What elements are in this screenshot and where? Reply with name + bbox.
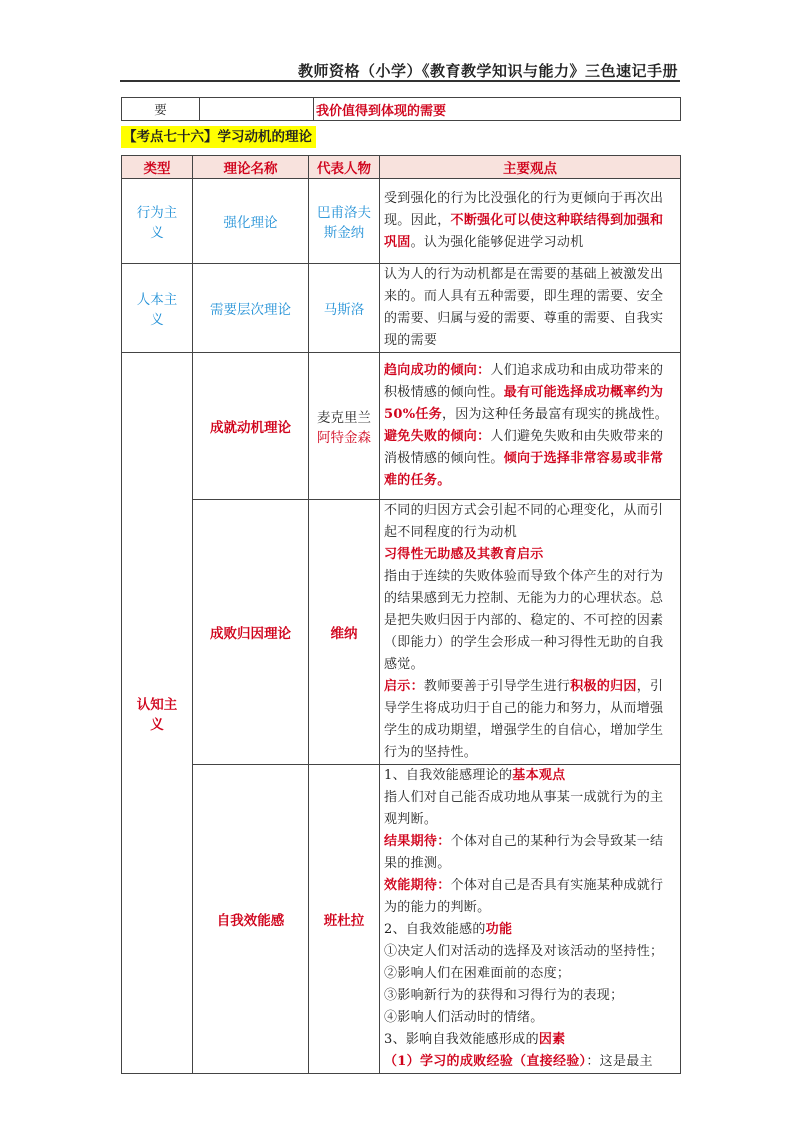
table-row (122, 500, 681, 765)
type-cognitivism: 认知主义 (122, 353, 193, 1074)
hint-pre: 教师要善于引导学生进行 (423, 679, 571, 694)
avoid-failure-label: 避免失败的倾向： (384, 429, 491, 444)
view-attribution (380, 500, 681, 765)
factor-1-label: （1）学习的成败经验（直接经验） (384, 1054, 587, 1069)
efficacy-expectation-label: 效能期待： (384, 878, 451, 893)
continued-empty-cell (200, 98, 314, 121)
theory-achievement: 成就动机理论 (193, 353, 309, 500)
learning-motivation-table (121, 155, 681, 1074)
approach-success-label: 趋向成功的倾向： (384, 363, 491, 378)
approach-success-text: 人们追求成功和由成功带来的积极情感的倾向性。 (384, 363, 664, 400)
header-view: 主要观点 (380, 156, 681, 179)
efficacy-s2-pre: 2、自我效能感的 (384, 922, 486, 937)
person-bandura: 班杜拉 (309, 765, 380, 1074)
view-achievement (380, 353, 681, 500)
view-self-efficacy (380, 765, 681, 1074)
result-expectation-label: 结果期待： (384, 834, 451, 849)
theory-reinforcement (193, 179, 309, 264)
function-1: ①决定人们对活动的选择及对该活动的坚持性； (384, 944, 664, 959)
header-divider (120, 80, 680, 82)
result-expectation-text: 个体对自己的某种行为会导致某一结果的推测。 (384, 834, 664, 871)
header-person: 代表人物 (309, 156, 380, 179)
efficacy-expectation-text: 个体对自己是否具有实施某种成就行为的能力的判断。 (384, 878, 664, 915)
function-2: ②影响人们在困难面前的态度； (384, 966, 571, 981)
efficacy-s1-text: 指人们对自己能否成功地从事某一成就行为的主观判断。 (384, 790, 664, 827)
learned-helplessness-text: 指由于连续的失败体验而导致个体产生的对行为的结果感到无力控制、无能为力的心理状态。总是把失败归因于内部的、稳定的、不可控的因素（即能力）的学生会形成一种习得性无助的自我感觉。 (384, 569, 664, 672)
factor-1-tail: ：这是最主 (586, 1054, 653, 1069)
efficacy-s2-emphasis: 功能 (485, 922, 513, 937)
theory-self-efficacy: 自我效能感 (193, 765, 309, 1074)
view-behaviorism (380, 179, 681, 264)
theory-hierarchy: 需要层次理论 (193, 264, 309, 353)
attribution-intro: 不同的归因方式会引起不同的心理变化，从而引起不同程度的行为动机 (384, 503, 664, 540)
efficacy-s1-emphasis: 基本观点 (512, 768, 566, 783)
theory-reinforcement-label: 强化理论 (223, 215, 278, 231)
person-mcclelland: 麦克里兰 (317, 410, 371, 426)
hint-label: 启示： (384, 679, 424, 694)
type-behaviorism: 行为主义 (122, 179, 193, 264)
view-behaviorism-text-1: 受到强化的行为比没强化的行为更倾向于再次出现。因此， (384, 191, 664, 228)
efficacy-s3-pre: 3、影响自我效能感形成的 (384, 1032, 539, 1047)
function-3: ③影响新行为的获得和习得行为的表现； (384, 988, 624, 1003)
function-4: ④影响人们活动时的情绪。 (384, 1010, 544, 1025)
approach-success-tail: ，因为这种任务最富有现实的挑战性。 (441, 407, 669, 422)
avoid-failure-emphasis: 倾向于选择非常容易或非常难的任务。 (384, 451, 664, 488)
header-theory: 理论名称 (193, 156, 309, 179)
hint-post: ，引导学生将成功归于自己的能力和努力，从而增强学生的成功期望，增强学生的自信心，增加学生行为的坚持性。 (384, 679, 664, 760)
hint-emphasis: 积极的归因 (570, 679, 637, 694)
table-row (122, 353, 681, 500)
type-humanism: 人本主义 (122, 264, 193, 353)
view-humanism: 认为人的行为动机都是在需要的基础上被激发出来的。而人具有五种需要，即生理的需要、安全的需要、归属与爱的需要、尊重的需要、自我实现的需要 (380, 264, 681, 353)
table-row (122, 264, 681, 353)
avoid-failure-text: 人们避免失败和由失败带来的消极情感的倾向性。 (384, 429, 664, 466)
person-atkinson: 阿特金森 (317, 430, 371, 446)
continued-table-row (121, 97, 681, 121)
person-achievement (309, 353, 380, 500)
continued-left-cell: 要 (122, 98, 200, 121)
approach-success-emphasis: 最有可能选择成功概率约为50%任务 (384, 385, 664, 422)
view-behaviorism-text-2: 。认为强化能够促进学习动机 (410, 235, 584, 250)
person-behaviorism: 巴甫洛夫斯金纳 (309, 179, 380, 264)
learned-helplessness-title: 习得性无助感及其教育启示 (384, 547, 544, 562)
table-row (122, 765, 681, 1074)
efficacy-s1-pre: 1、自我效能感理论的 (384, 768, 513, 783)
person-weiner: 维纳 (309, 500, 380, 765)
section-title: 【考点七十六】学习动机的理论 (121, 126, 316, 148)
continued-right-cell: 我价值得到体现的需要 (314, 98, 681, 121)
person-maslow: 马斯洛 (309, 264, 380, 353)
view-behaviorism-emphasis: 不断强化可以使这种联结得到加强和巩固 (384, 213, 664, 250)
theory-attribution: 成败归因理论 (193, 500, 309, 765)
table-row (122, 179, 681, 264)
efficacy-s3-emphasis: 因素 (538, 1032, 566, 1047)
header-type: 类型 (122, 156, 193, 179)
page-header-title: 教师资格（小学）《教育教学知识与能力》三色速记手册 (297, 62, 678, 80)
